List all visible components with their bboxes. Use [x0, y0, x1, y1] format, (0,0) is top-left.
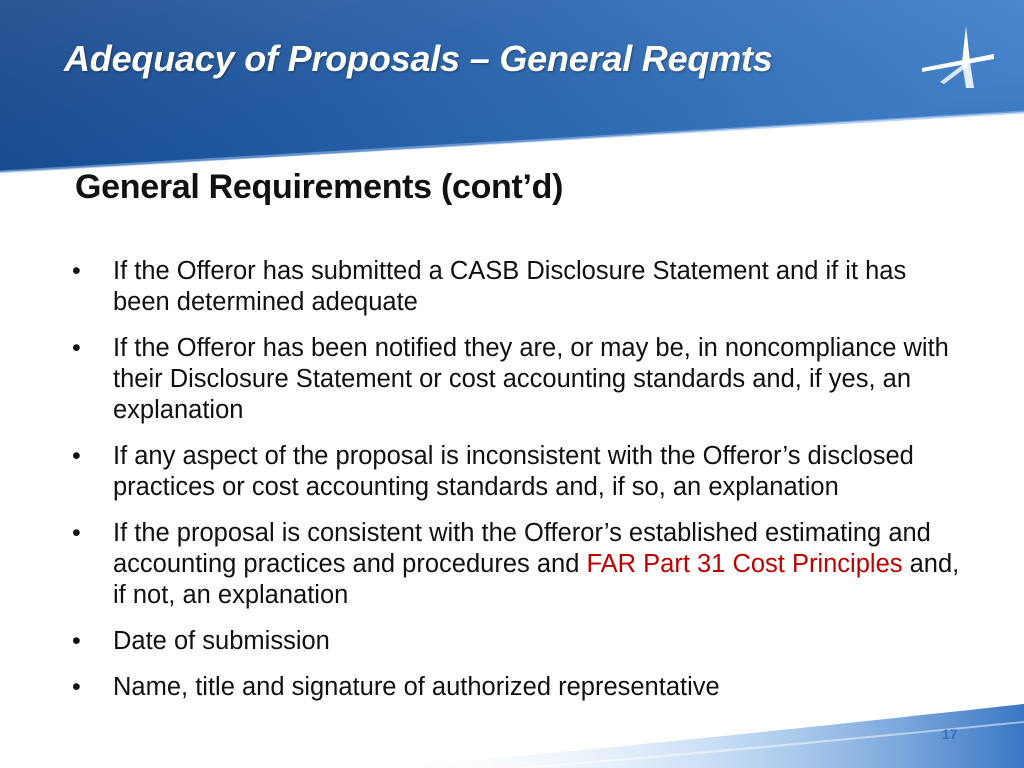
bullet-list: [62, 256, 962, 718]
bullet-item: [62, 441, 962, 503]
bullet-item: [62, 626, 962, 657]
bullet-text: If the Offeror has submitted a CASB Disclosure Statement and if it has been determined adequate: [113, 257, 907, 316]
bullet-item: [62, 518, 962, 611]
far-part-31-highlight: FAR Part 31 Cost Principles: [586, 550, 903, 578]
bullet-glyph: •: [72, 442, 81, 470]
section-heading: General Requirements (cont’d): [75, 168, 564, 206]
bullet-item: [62, 672, 962, 703]
bullet-text: [113, 519, 959, 609]
bullet-text-before: If the proposal is consistent with the Offeror’s established estimating and accounting practices and procedures and: [113, 519, 931, 578]
bullet-text: Date of submission: [113, 627, 330, 655]
bullet-glyph: •: [72, 519, 81, 547]
bullet-glyph: •: [72, 257, 81, 285]
bullet-item: [62, 256, 962, 318]
bullet-glyph: •: [72, 673, 81, 701]
bullet-text: If the Offeror has been notified they are, or may be, in noncompliance with their Disclosure Statement or cost accounting standards and, if yes, an explanation: [113, 334, 949, 424]
star-logo-icon: [904, 22, 996, 92]
bullet-glyph: •: [72, 627, 81, 655]
bullet-text: If any aspect of the proposal is inconsistent with the Offeror’s disclosed practices or cost accounting standards and, if so, an explanation: [113, 442, 914, 501]
bullet-glyph: •: [72, 334, 81, 362]
bullet-item: [62, 333, 962, 426]
page-number: 17: [942, 726, 958, 742]
bullet-text-after: and, if not, an explanation: [113, 550, 960, 609]
bullet-text: Name, title and signature of authorized representative: [113, 673, 720, 701]
slide-title: Adequacy of Proposals – General Reqmts: [64, 38, 773, 79]
